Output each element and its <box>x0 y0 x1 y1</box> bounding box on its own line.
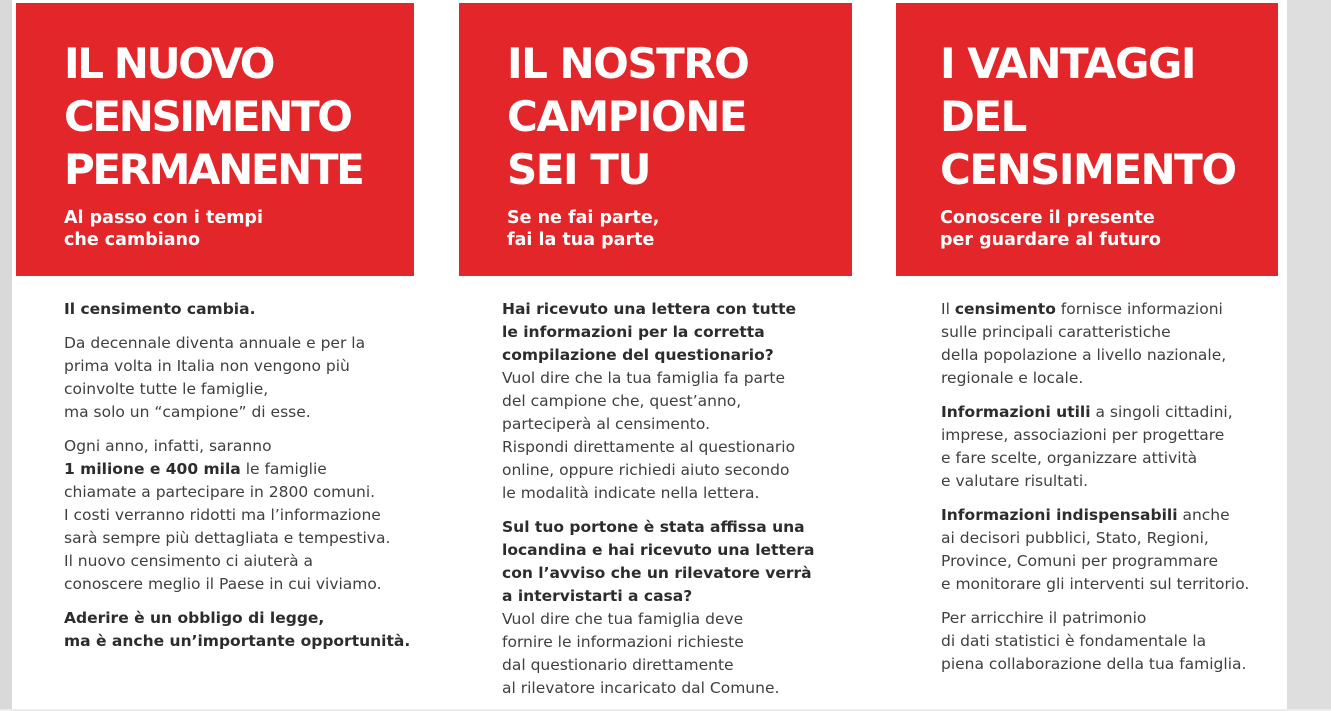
paragraph: Da decennale diventa annuale e per la prima volta in Italia non vengono più coinvolte tutte le famiglie, ma solo un “campione” di esse. <box>64 334 366 421</box>
text-span: Ogni anno, infatti, saranno <box>64 437 272 455</box>
panel-vantaggi <box>876 0 1287 709</box>
panel-title: IL NUOVO CENSIMENTO PERMANENTE <box>64 39 363 194</box>
highlight-text: 1 milione e 400 mila <box>64 460 241 478</box>
panel-header <box>896 3 1278 276</box>
panel-subtitle: Se ne fai parte, fai la tua parte <box>507 208 660 250</box>
right-shadow-edge <box>1287 0 1331 709</box>
panel-subtitle: Al passo con i tempi che cambiano <box>64 208 263 250</box>
text-span: Vuol dire che tua famiglia deve fornire le informazioni richieste dal questionario direttamente al rilevatore incaricato dal Comune. <box>502 610 780 697</box>
panel-header <box>459 3 852 276</box>
paragraph <box>941 504 1291 596</box>
text-span: anche ai decisori pubblici, Stato, Regioni, Province, Comuni per programmare e monitorare gli interventi sul territorio. <box>941 506 1250 593</box>
panel-nuovo-censimento <box>12 0 438 709</box>
panel-body <box>941 298 1291 687</box>
paragraph <box>64 435 434 596</box>
paragraph: Per arricchire il patrimonio di dati statistici è fondamentale la piena collaborazione della tua famiglia. <box>941 609 1247 673</box>
highlight-text: Informazioni indispensabili <box>941 506 1178 524</box>
paragraph <box>502 298 872 505</box>
panel-body <box>64 298 434 664</box>
panel-header <box>16 3 414 276</box>
text-span: Il <box>941 300 955 318</box>
panel-title: I VANTAGGI DEL CENSIMENTO <box>940 39 1236 194</box>
paragraph-callout: Aderire è un obbligo di legge, ma è anche un’importante opportunità. <box>64 609 411 650</box>
panel-subtitle: Conoscere il presente per guardare al futuro <box>940 208 1161 250</box>
paragraph-heading: Il censimento cambia. <box>64 300 256 318</box>
question-text: Sul tuo portone è stata affissa una locandina e hai ricevuto una lettera con l’avviso che un rilevatore verrà a intervistarti a casa? <box>502 518 815 605</box>
text-span: a singoli cittadini, imprese, associazioni per progettare e fare scelte, organizzare attività e valutare risultati. <box>941 403 1233 490</box>
panel-body <box>502 298 872 711</box>
highlight-text: Informazioni utili <box>941 403 1091 421</box>
paragraph <box>941 298 1291 390</box>
text-span: Vuol dire che la tua famiglia fa parte del campione che, quest’anno, parteciperà al censimento. Rispondi direttamente al questionario online, oppure richiedi aiuto secondo le modalità indicate nella lettera. <box>502 369 796 502</box>
panel-campione <box>438 0 876 709</box>
left-shadow-edge <box>0 0 12 709</box>
text-span: fornisce informazioni sulle principali caratteristiche della popolazione a livello nazionale, regionale e locale. <box>941 300 1227 387</box>
text-span: le famiglie chiamate a partecipare in 2800 comuni. I costi verranno ridotti ma l’informazione sarà sempre più dettagliata e tempestiva. Il nuovo censimento ci aiuterà a conoscere meglio il Paese in cui viviamo. <box>64 460 391 593</box>
panel-title: IL NOSTRO CAMPIONE SEI TU <box>507 39 749 194</box>
question-text: Hai ricevuto una lettera con tutte le informazioni per la corretta compilazione del questionario? <box>502 300 797 364</box>
paragraph <box>502 516 872 700</box>
paragraph <box>941 401 1291 493</box>
highlight-text: censimento <box>954 300 1056 318</box>
